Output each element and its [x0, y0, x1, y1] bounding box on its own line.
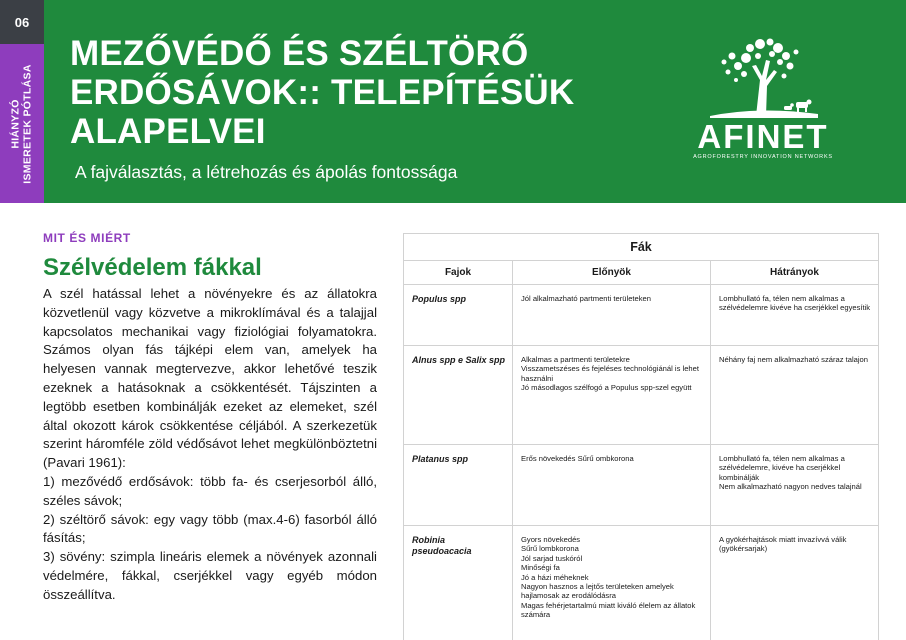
- column-header: Előnyök: [513, 261, 711, 284]
- cons-cell: [711, 445, 878, 525]
- side-tab: [0, 44, 44, 203]
- cons-text: Lombhullató fa, télen nem alkalmas a szélvédelemre kivéve ha cserjékkel egyesítik: [719, 294, 871, 313]
- tree-icon: [700, 36, 826, 118]
- section-eyebrow: MIT ÉS MIÉRT: [43, 231, 131, 245]
- header-band: [0, 0, 906, 203]
- paragraph: 2) széltörő sávok: egy vagy több (max.4-6) fasorból álló fásítás;: [43, 511, 377, 546]
- paragraph: 3) sövény: szimpla lineáris elemek a növények azonnali védelmére, fákkal, cserjékkel vagy egyéb módon összeállítva.: [43, 549, 377, 602]
- cons-cell: [711, 285, 878, 345]
- pros-cell: [513, 285, 711, 345]
- logo-tagline: AGROFORESTRY INNOVATION NETWORKS: [693, 154, 833, 160]
- page-title: [70, 34, 590, 151]
- table-row: [404, 445, 878, 526]
- species-cell: Populus spp: [404, 285, 513, 345]
- table-title: Fák: [404, 234, 878, 261]
- table-header-row: [404, 261, 878, 285]
- title-line: MEZŐVÉDŐ ÉS SZÉLTÖRŐ: [70, 34, 529, 73]
- logo-name: AFINET: [697, 118, 829, 155]
- table-row: [404, 285, 878, 346]
- side-tab-line2: ISMERETEK PÓTLÁSA: [22, 63, 35, 184]
- title-line: ERDŐSÁVOK:: TELEPÍTÉSÜK: [70, 73, 575, 112]
- page-subtitle: A fajválasztás, a létrehozás és ápolás fontossága: [75, 162, 458, 182]
- section-heading: Szélvédelem fákkal: [43, 254, 262, 281]
- body-text: [43, 285, 377, 605]
- cons-text: A gyökérhajtások miatt invazívvá válik (gyökérsarjak): [719, 535, 847, 554]
- side-tab-line1: HIÁNYZÓ: [10, 98, 23, 149]
- side-tab-label: [10, 64, 34, 183]
- column-header: Hátrányok: [770, 267, 819, 278]
- species-cell: Robinia pseudoacacia: [404, 526, 513, 640]
- title-line: ALAPELVEI: [70, 112, 266, 151]
- cons-text: Lombhullató fa, télen nem alkalmas a szélvédelemre, kivéve ha cserjékkel kombinálják Nem alkalmazható nagyon nedves talajnál: [719, 454, 862, 492]
- cons-cell: [711, 346, 878, 444]
- table-row: [404, 526, 878, 640]
- column-header: Fajok: [404, 261, 513, 284]
- paragraph: A szél hatással lehet a növényekre és az állatokra közvetlenül vagy közvetve a mikroklímával és a talajjal kapcsolatos mechanikai vagy fiziológiai folyamatokra. Számos olyan fás tájképi elem van, amelyek ha helyesen vannak megtervezve, akkor lehetővé teszik ezeknek a hatásoknak a csökkentését. Tájszinten a legtöbb esetben kombinálják ezeket az elemeket, szél által okozott károk csökkentése céljából. A szerkezetük szerint háromféle zöld védősávot lehet megkülönböztetni (Pavari 1961):: [43, 286, 377, 471]
- pros-text: Erős növekedés Sűrű ombkorona: [521, 454, 634, 463]
- pros-text: Alkalmas a partmenti területekre Visszametszéses és fejeléses technológiánál is lehet használni Jó másodlagos szélfogó a Populus spp-szel együtt: [521, 355, 699, 393]
- pros-cell: [513, 445, 711, 525]
- pros-cell: [513, 346, 711, 444]
- species-cell: Alnus spp e Salix spp: [404, 346, 513, 444]
- afinet-logo: [678, 36, 848, 166]
- paragraph: 1) mezővédő erdősávok: több fa- és cserjesorból álló, széles sávok;: [43, 473, 377, 508]
- species-table: [403, 233, 879, 640]
- table-row: [404, 346, 878, 445]
- pros-cell: [513, 526, 711, 640]
- cons-cell: [711, 526, 878, 640]
- page-number: 06: [0, 0, 44, 44]
- cons-text: Néhány faj nem alkalmazható száraz talajon: [719, 355, 869, 364]
- pros-text: Gyors növekedés Sűrű lombkorona Jól sarjad tuskóról Minőségi fa Jó a házi méheknek Nagyon hasznos a lejtős területeken amelyek hajlamosak az erodálódásra Magas fehérjetartalmú miatt kiváló élelem az állatok számára: [521, 535, 696, 620]
- pros-text: Jól alkalmazható partmenti területeken: [521, 294, 652, 303]
- species-cell: Platanus spp: [404, 445, 513, 525]
